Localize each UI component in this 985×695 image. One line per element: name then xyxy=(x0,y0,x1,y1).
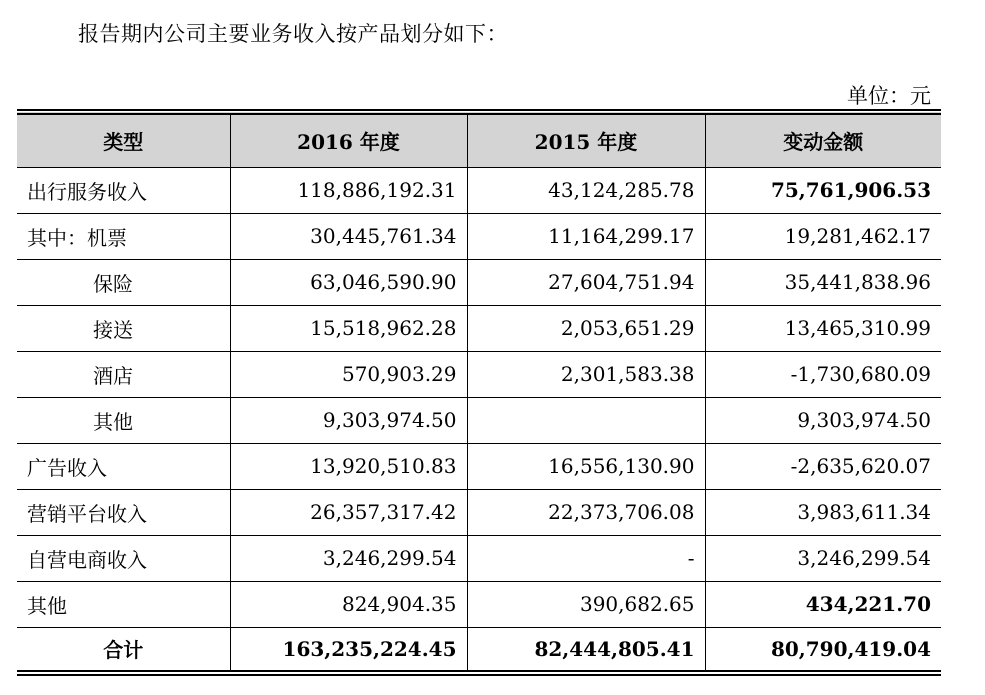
table-row xyxy=(17,535,941,581)
cell-change: 13,465,310.99 xyxy=(705,305,941,351)
cell-2015: - xyxy=(467,535,705,581)
cell-2015: 16,556,130.90 xyxy=(467,443,705,489)
row-label: 酒店 xyxy=(17,351,230,397)
cell-2015: 11,164,299.17 xyxy=(467,213,705,259)
cell-2015: 82,444,805.41 xyxy=(467,627,705,673)
cell-2015: 390,682.65 xyxy=(467,581,705,627)
cell-change: 3,246,299.54 xyxy=(705,535,941,581)
cell-2016: 9,303,974.50 xyxy=(230,397,467,443)
table-row xyxy=(17,351,941,397)
cell-2015: 22,373,706.08 xyxy=(467,489,705,535)
cell-2015: 2,053,651.29 xyxy=(467,305,705,351)
row-label: 合计 xyxy=(17,627,230,673)
header-change: 变动金额 xyxy=(705,112,941,167)
table-total-row xyxy=(17,627,941,673)
row-label: 接送 xyxy=(17,305,230,351)
header-2015: 2015 年度 xyxy=(467,112,705,167)
cell-2016: 13,920,510.83 xyxy=(230,443,467,489)
cell-2016: 3,246,299.54 xyxy=(230,535,467,581)
cell-2015 xyxy=(467,397,705,443)
cell-2016: 15,518,962.28 xyxy=(230,305,467,351)
cell-2015: 2,301,583.38 xyxy=(467,351,705,397)
intro-text: 报告期内公司主要业务收入按产品划分如下： xyxy=(78,22,508,46)
cell-change: 35,441,838.96 xyxy=(705,259,941,305)
table-row xyxy=(17,443,941,489)
cell-change: 19,281,462.17 xyxy=(705,213,941,259)
cell-change: 3,983,611.34 xyxy=(705,489,941,535)
row-label: 保险 xyxy=(17,259,230,305)
header-type: 类型 xyxy=(17,112,230,167)
cell-2015: 27,604,751.94 xyxy=(467,259,705,305)
row-label: 其他 xyxy=(17,581,230,627)
table-header-row xyxy=(17,112,941,167)
table-row xyxy=(17,397,941,443)
cell-2016: 570,903.29 xyxy=(230,351,467,397)
cell-2016: 63,046,590.90 xyxy=(230,259,467,305)
cell-change: 9,303,974.50 xyxy=(705,397,941,443)
row-label: 自营电商收入 xyxy=(17,535,230,581)
cell-2016: 26,357,317.42 xyxy=(230,489,467,535)
cell-change: 75,761,906.53 xyxy=(705,167,941,213)
cell-change: 434,221.70 xyxy=(705,581,941,627)
table-row xyxy=(17,305,941,351)
cell-2016: 824,904.35 xyxy=(230,581,467,627)
cell-2016: 118,886,192.31 xyxy=(230,167,467,213)
table-row xyxy=(17,167,941,213)
table-row xyxy=(17,213,941,259)
table-row xyxy=(17,489,941,535)
row-label: 出行服务收入 xyxy=(17,167,230,213)
cell-change: -2,635,620.07 xyxy=(705,443,941,489)
cell-change: -1,730,680.09 xyxy=(705,351,941,397)
table-row xyxy=(17,581,941,627)
revenue-by-product-table xyxy=(17,109,941,676)
unit-label: 单位：元 xyxy=(847,84,931,108)
cell-2016: 163,235,224.45 xyxy=(230,627,467,673)
cell-2016: 30,445,761.34 xyxy=(230,213,467,259)
row-label: 其他 xyxy=(17,397,230,443)
row-label: 营销平台收入 xyxy=(17,489,230,535)
cell-change: 80,790,419.04 xyxy=(705,627,941,673)
cell-2015: 43,124,285.78 xyxy=(467,167,705,213)
row-label: 广告收入 xyxy=(17,443,230,489)
table-row xyxy=(17,259,941,305)
row-label: 其中：机票 xyxy=(17,213,230,259)
header-2016: 2016 年度 xyxy=(230,112,467,167)
